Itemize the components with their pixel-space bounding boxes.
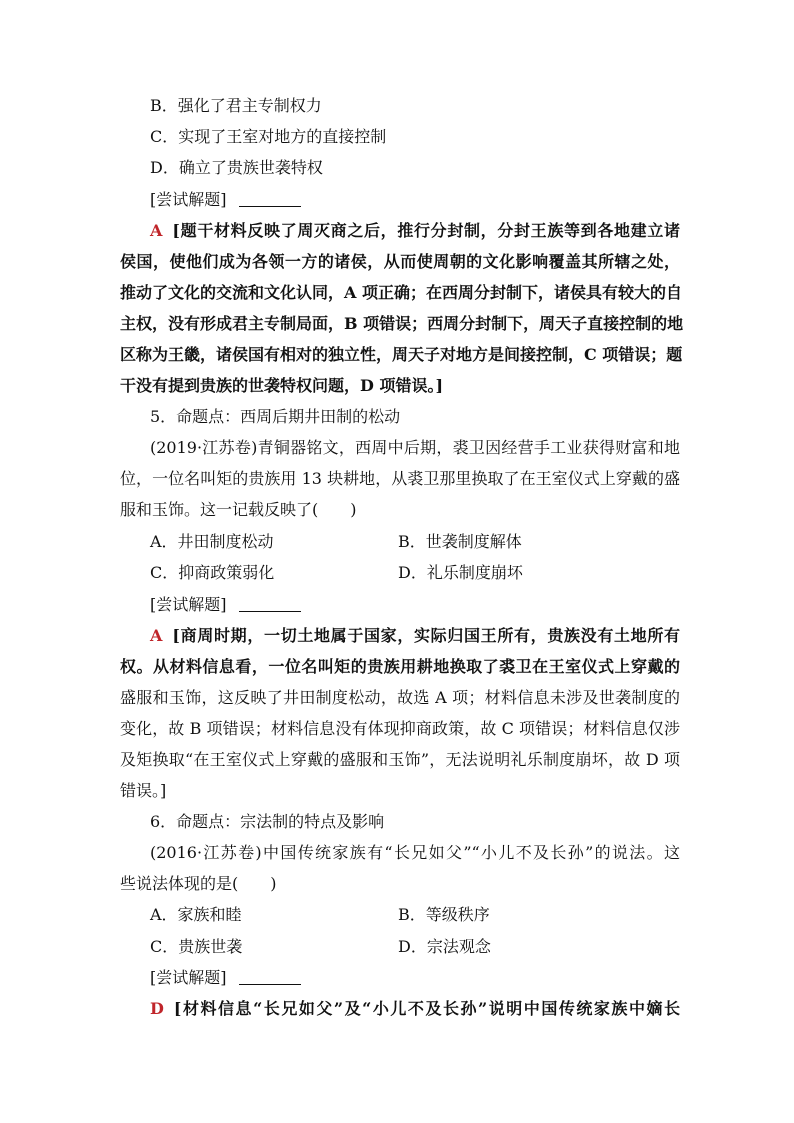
try-label: [尝试解题] (150, 595, 227, 614)
q4-explanation-line: 主权，没有形成君主专制局面，B 项错误；西周分封制下，周天子直接控制的地 (120, 314, 684, 333)
q6-option-b: B．等级秩序 (398, 905, 490, 924)
answer-blank (239, 970, 301, 985)
q5-option-c: C．抑商政策弱化 (150, 563, 275, 582)
q4-option-b: B．强化了君主专制权力 (150, 96, 322, 115)
q6-answer: D (150, 999, 164, 1018)
q5-explanation-line: 盛服和玉饰，这反映了井田制度松动，故选 A 项；材料信息未涉及世袭制度的 (120, 688, 680, 707)
q5-option-a: A．井田制度松动 (150, 532, 274, 551)
q5-option-d: D．礼乐制度崩坏 (398, 563, 523, 582)
q6-stem-line: (2016·江苏卷)中国传统家族有“长兄如父”“小儿不及长孙”的说法。这 (150, 843, 680, 862)
answer-blank (239, 192, 301, 207)
q4-try-solve (150, 190, 710, 210)
q5-options-row (150, 532, 710, 552)
q4-explanation-line: 区称为王畿，诸侯国有相对的独立性，周天子对地方是间接控制，C 项错误；题 (120, 345, 683, 364)
q5-explanation-line: A [商周时期，一切土地属于国家，实际归国王所有，贵族没有土地所有 (150, 626, 680, 645)
q5-stem-line: 位，一位名叫矩的贵族用 13 块耕地，从裘卫那里换取了在王室仪式上穿戴的盛 (120, 469, 680, 488)
q4-explanation-line: 干没有提到贵族的世袭特权问题，D 项错误。] (120, 376, 444, 395)
q4-explanation-line: 推动了文化的交流和文化认同，A 项正确；在西周分封制下，诸侯具有较大的自 (120, 283, 682, 302)
q6-option-d: D．宗法观念 (398, 937, 491, 956)
q6-stem-line: 些说法体现的是( ) (120, 874, 277, 893)
try-label: [尝试解题] (150, 968, 227, 987)
q5-stem-line: (2019·江苏卷)青铜器铭文，西周中后期，裘卫因经营手工业获得财富和地 (150, 438, 680, 457)
q5-explanation-line: 变化，故 B 项错误；材料信息没有体现抑商政策，故 C 项错误；材料信息仅涉 (120, 719, 680, 738)
q5-option-b: B．世袭制度解体 (398, 532, 522, 551)
q4-option-d: D．确立了贵族世袭特权 (150, 158, 323, 177)
q5-explanation-line: 及矩换取“在王室仪式上穿戴的盛服和玉饰”，无法说明礼乐制度崩坏，故 D 项 (120, 750, 680, 769)
answer-blank (239, 597, 301, 612)
q5-title: 5．命题点：西周后期井田制的松动 (150, 407, 401, 426)
q5-explanation-line: 权。从材料信息看，一位名叫矩的贵族用耕地换取了裘卫在王室仪式上穿戴的 (120, 657, 680, 676)
q4-explanation-line: 侯国，使他们成为各领一方的诸侯，从而使周朝的文化影响覆盖其所辖之处， (120, 252, 680, 271)
try-label: [尝试解题] (150, 190, 227, 209)
q5-answer: A (150, 626, 163, 645)
q5-try-solve (150, 595, 710, 615)
q6-option-c: C．贵族世袭 (150, 937, 243, 956)
q6-title: 6．命题点：宗法制的特点及影响 (150, 812, 385, 831)
q5-stem-line: 服和玉饰。这一记载反映了( ) (120, 500, 357, 519)
q4-answer: A (150, 221, 163, 240)
q6-options-row (150, 905, 710, 925)
q4-explanation-line: A [题干材料反映了周灭商之后，推行分封制，分封王族等到各地建立诸 (150, 221, 680, 240)
q5-explanation-line: 错误。] (120, 781, 167, 800)
q6-explanation-line: D [材料信息“长兄如父”及“小儿不及长孙”说明中国传统家族中嫡长 (150, 999, 680, 1018)
q6-options-row (150, 937, 710, 957)
q4-option-c: C．实现了王室对地方的直接控制 (150, 127, 387, 146)
q6-try-solve (150, 968, 710, 988)
q5-options-row (150, 563, 710, 583)
q6-option-a: A．家族和睦 (150, 905, 242, 924)
